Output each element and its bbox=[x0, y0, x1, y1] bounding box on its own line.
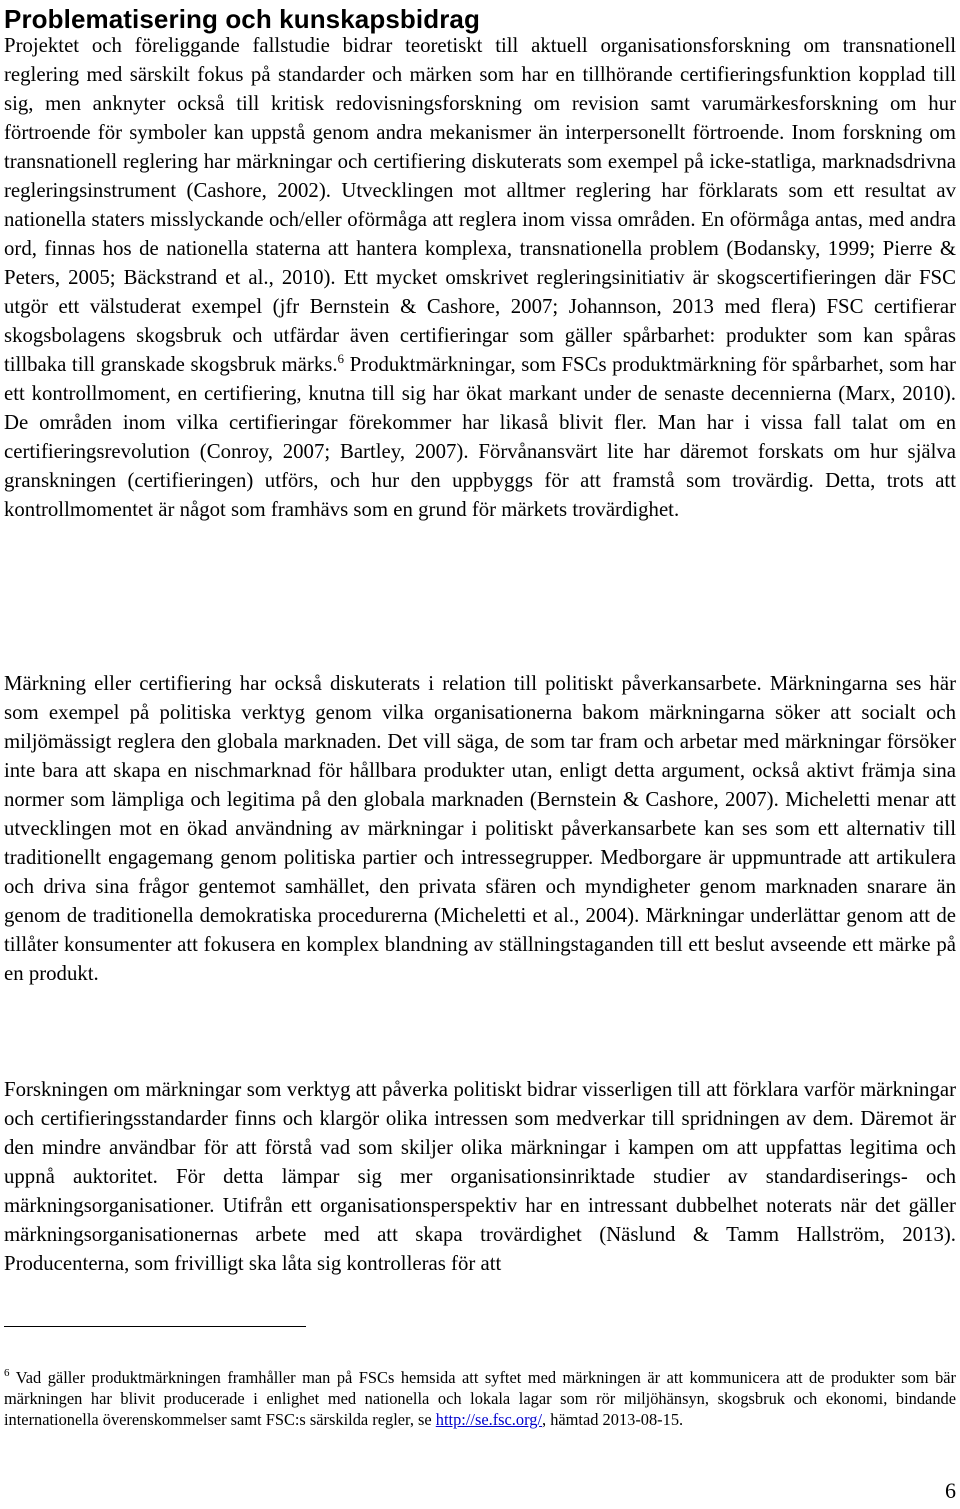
footnote-separator bbox=[4, 1326, 306, 1327]
paragraph-1-continued: Produktmärkningar, som FSCs produktmärkning för spårbarhet, som har ett kontrollmoment, en certifiering, knutna till sig har ökat markant under de senaste decennierna (Marx, 2010). De områden inom vilka certifieringar förekommer har likaså blivit fler. Man har i vissa fall talat om en certifieringsrevolution (Conroy, 2007; Bartley, 2007). Förvånansvärt lite har däremot forskats om hur själva granskningen (certifieringen) utförs, och hur den uppbyggs för att framstå som trovärdig. Detta, trots att kontrollmomentet är något som framhävs som en grund för märkets trovärdighet. bbox=[4, 353, 956, 521]
section-heading: Problematisering och kunskapsbidrag bbox=[4, 4, 480, 34]
footnote-reference[interactable]: 6 bbox=[337, 351, 345, 366]
paragraph-3: Forskningen om märkningar som verktyg att påverka politiskt bidrar visserligen till att förklara varför märkningar och certifieringsstandarder finns och klargör olika intressen som medverkar till spridningen av dem. Däremot är den mindre användbar för att förstå vad som skiljer olika märkningar i kampen om att uppfattas legitima och uppnå auktoritet. För detta lämpar sig mer organisationsinriktade studier av standardiserings- och märkningsorganisationer. Utifrån ett organisationsperspektiv har en intressant dubbelhet noterats när det gäller märkningsorganisationernas arbete med att skapa trovärdighet (Näslund & Tamm Hallström, 2013). Producenterna, som frivilligt ska låta sig kontrolleras för att bbox=[4, 1078, 956, 1275]
page-number: 6 bbox=[945, 1478, 956, 1503]
paragraph-1-text: Projektet och föreliggande fallstudie bidrar teoretiskt till aktuell organisationsforskning om transnationell reglering med särskilt fokus på standarder och märken som har en tillhörande certifieringsfunktion kopplad till sig, men anknyter också till kritisk redovisningsforskning om revision samt varumärkesforskning om hur förtroende för symboler kan uppstå genom andra mekanismer än interpersonellt förtroende. Inom forskning om transnationell reglering har märkningar och certifiering diskuterats som exempel på icke-statliga, marknadsdrivna regleringsinstrument (Cashore, 2002). Utvecklingen mot alltmer reglering har förklarats som ett resultat av nationella staters misslyckande och/eller oförmåga att reglera inom vissa områden. En oförmåga antas, med andra ord, finnas hos de nationella staterna att hantera komplexa, transnationella problem (Bodansky, 1999; Pierre & Peters, 2005; Bäckstrand et al., 2010). Ett mycket omskrivet regleringsinitiativ är skogscertifieringen där FSC utgör ett välstuderat exempel (jfr Bernstein & Cashore, 2007; Johannson, 2013 med flera) FSC certifierar skogsbolagens skogsbruk och utfärdar även certifieringar som gäller spårbarhet: produkter som kan spåras tillbaka till granskade skogsbruk märks. bbox=[4, 34, 956, 376]
paragraph-2: Märkning eller certifiering har också diskuterats i relation till politiskt påverkansarbete. Märkningarna ses här som exempel på politiska verktyg genom vilka organisationerna bakom märkningarna söker att socialt och miljömässigt reglera den globala marknaden. Det vill säga, de som tar fram och arbetar med märkningar försöker inte bara att skapa en nischmarknad för hållbara produkter utan, enligt detta argument, också aktivt främja sina normer som lämpliga och legitima på den globala marknaden (Bernstein & Cashore, 2007). Micheletti menar att utvecklingen mot en ökad användning av märkningar i politiskt påverkansarbete kan ses som ett alternativ till traditionellt engagemang genom politiska partier och intressegrupper. Medborgare är uppmuntrade att artikulera och driva sina frågor gentemot samhället, den privata sfären och myndigheter genom marknaden snarare än genom de traditionella demokratiska procedurerna (Micheletti et al., 2004). Märkningar underlättar genom att de tillåter konsumenter att fokusera en komplex blandning av ställningstaganden till ett beslut avseende ett märke på en produkt. bbox=[4, 672, 956, 985]
footnote-text: Vad gäller produktmärkningen framhåller man på FSCs hemsida att syftet med märkningen är att kommunicera att de produkter som bär märkningen har blivit producerade i enlighet med nationella och lokala lagar som rör miljöhänsyn, skogsbruk och ekonomi, bindande internationella överenskommelser samt FSC:s särskilda regler, se bbox=[4, 1368, 956, 1429]
footnote bbox=[4, 1367, 956, 1430]
footnote-text-end: , hämtad 2013-08-15. bbox=[542, 1410, 684, 1429]
footnote-number: 6 bbox=[4, 1367, 10, 1379]
footnote-link[interactable]: http://se.fsc.org/ bbox=[435, 1410, 543, 1429]
paragraph-1 bbox=[4, 31, 956, 524]
